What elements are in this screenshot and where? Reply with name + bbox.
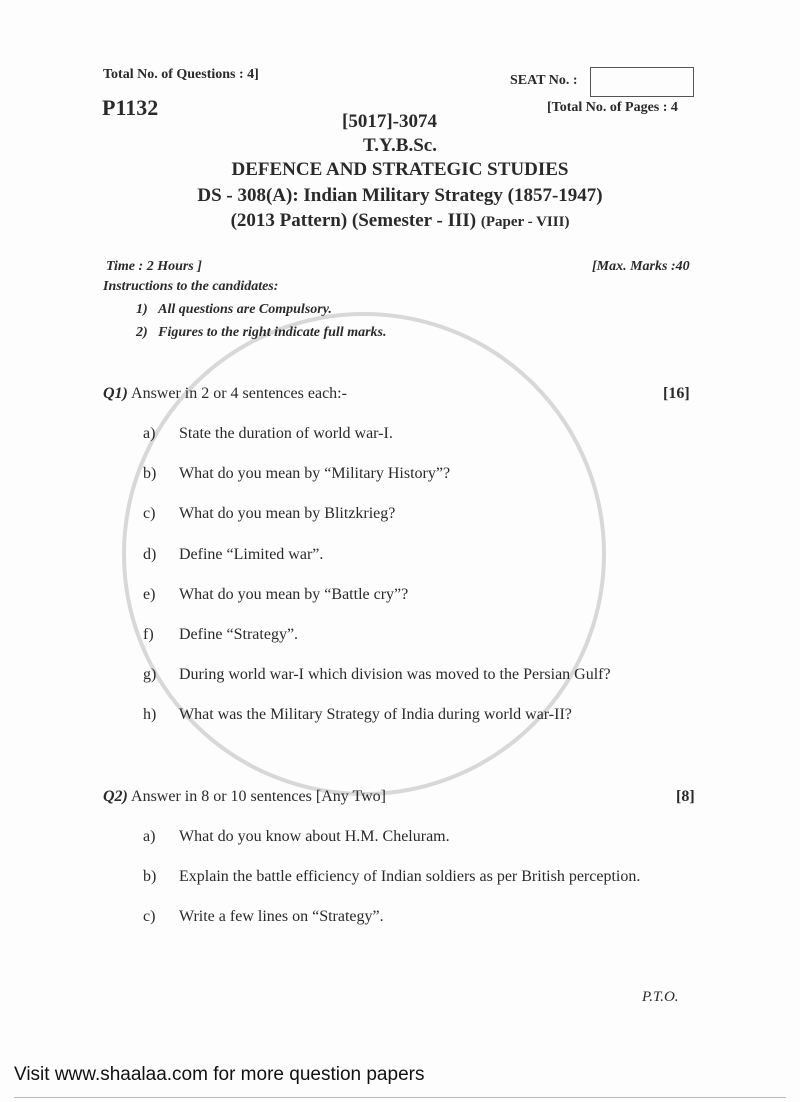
footer-link[interactable]: Visit www.shaalaa.com for more question papers xyxy=(14,1064,425,1085)
max-marks: [Max. Marks :40 xyxy=(592,259,690,274)
item-text: Define “Strategy”. xyxy=(179,626,299,643)
item-label: a) xyxy=(143,425,156,442)
item-label: h) xyxy=(143,706,157,724)
item-label: c) xyxy=(143,505,156,523)
q1-heading xyxy=(103,385,347,403)
item-label: c) xyxy=(143,908,156,925)
paper-number: (Paper - VIII) xyxy=(480,214,570,230)
instruction-text: All questions are Compulsory. xyxy=(158,302,332,317)
item-label: b) xyxy=(143,868,157,885)
item-text: What do you mean by Blitzkrieg? xyxy=(179,505,396,523)
q2-prompt: Answer in 8 or 10 sentences [Any Two] xyxy=(131,788,386,805)
paper-title: DS - 308(A): Indian Military Strategy (1857-1947) xyxy=(197,185,603,206)
pattern-line xyxy=(0,210,800,232)
item-label: d) xyxy=(143,545,157,563)
pto: P.T.O. xyxy=(642,989,679,1005)
course: T.Y.B.Sc. xyxy=(363,135,437,156)
item-label: b) xyxy=(143,465,157,483)
time: Time : 2 Hours ] xyxy=(106,259,202,274)
item-text: What do you mean by “Military History”? xyxy=(179,465,451,483)
q1-prompt: Answer in 2 or 4 sentences each:- xyxy=(131,385,347,402)
item-text: What do you know about H.M. Cheluram. xyxy=(179,828,450,845)
item-text: State the duration of world war-I. xyxy=(179,425,393,442)
seat-label: SEAT No. : xyxy=(510,73,578,88)
item-label: a) xyxy=(143,828,156,845)
item-label: f) xyxy=(143,626,154,643)
q2-heading xyxy=(103,788,386,806)
q2-number: Q2) xyxy=(103,788,128,805)
item-text: During world war-I which division was moved to the Persian Gulf? xyxy=(179,666,611,684)
subject: DEFENCE AND STRATEGIC STUDIES xyxy=(231,159,569,180)
item-text: Explain the battle efficiency of Indian soldiers as per British perception. xyxy=(179,868,641,885)
pattern: (2013 Pattern) (Semester - III) xyxy=(230,210,477,231)
instruction-1 xyxy=(136,302,332,318)
seat-number-box xyxy=(590,67,694,97)
instruction-2 xyxy=(136,325,387,341)
instruction-text: Figures to the right indicate full marks. xyxy=(158,325,387,340)
item-text: Write a few lines on “Strategy”. xyxy=(179,908,384,925)
item-text: What was the Military Strategy of India during world war-II? xyxy=(179,706,572,724)
q1-number: Q1) xyxy=(103,385,128,402)
paper-code: P1132 xyxy=(102,95,159,120)
instruction-number: 2) xyxy=(136,325,148,340)
instruction-number: 1) xyxy=(136,302,148,317)
total-pages: [Total No. of Pages : 4 xyxy=(547,100,678,115)
exam-code: [5017]-3074 xyxy=(342,111,437,132)
q1-marks: [16] xyxy=(663,385,690,402)
item-text: What do you mean by “Battle cry”? xyxy=(179,585,409,603)
item-label: g) xyxy=(143,666,157,684)
item-label: e) xyxy=(143,585,156,603)
total-questions: Total No. of Questions : 4] xyxy=(103,67,259,82)
footer-divider xyxy=(14,1097,786,1098)
instructions-heading: Instructions to the candidates: xyxy=(103,279,279,294)
q2-marks: [8] xyxy=(676,788,695,805)
item-text: Define “Limited war”. xyxy=(179,545,324,563)
